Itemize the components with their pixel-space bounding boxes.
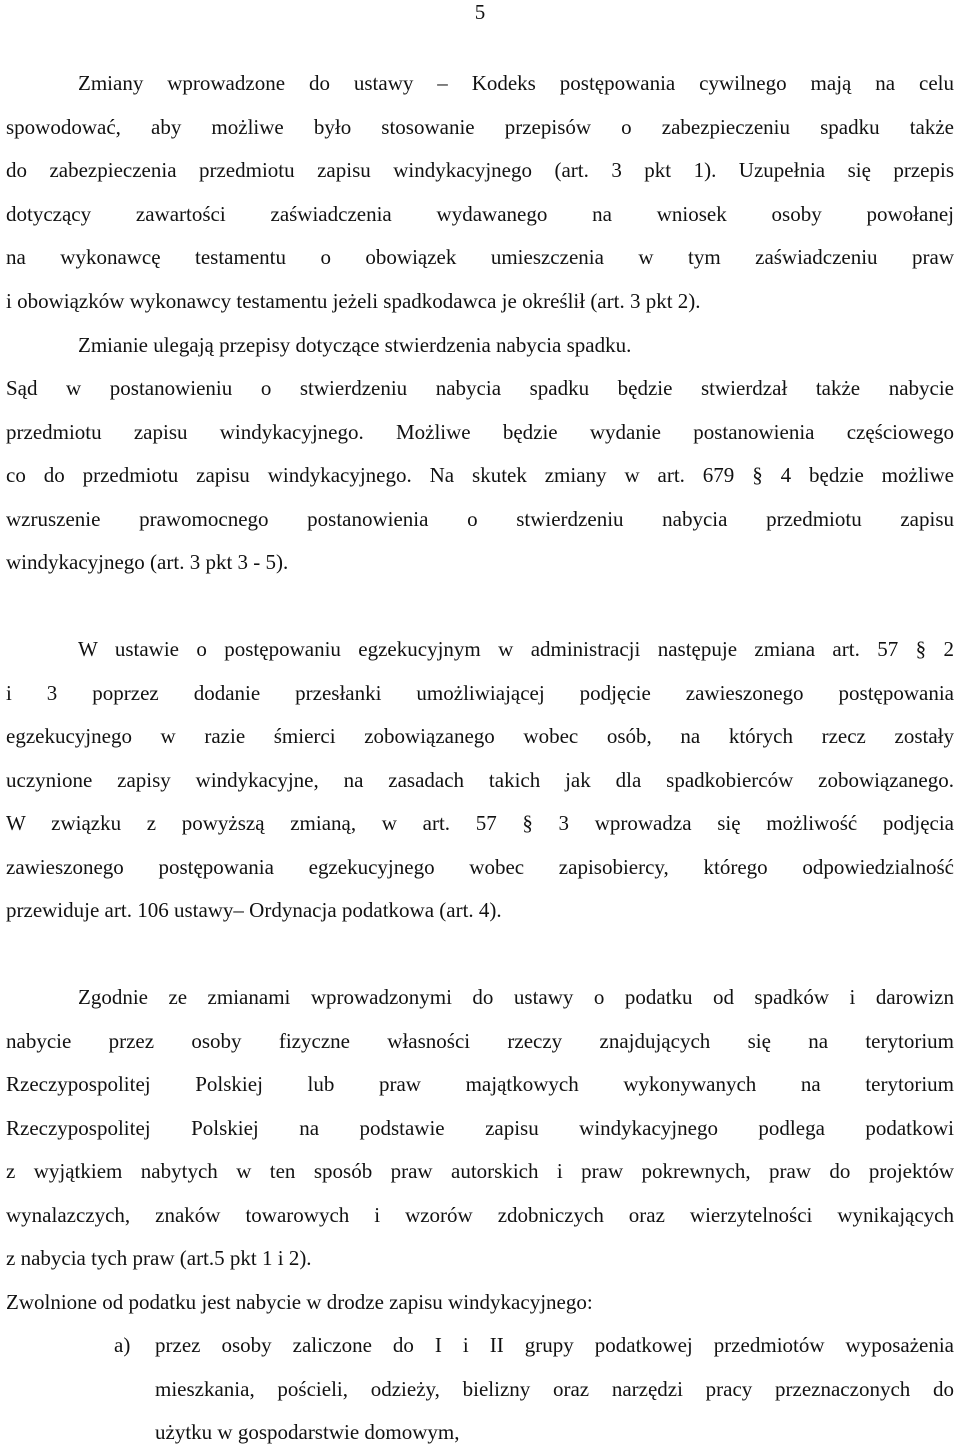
paragraph-line: do zabezpieczenia przedmiotu zapisu windykacyjnego (art. 3 pkt 1). Uzupełnia się przepis — [6, 158, 954, 182]
paragraph-line: Zwolnione od podatku jest nabycie w drodze zapisu windykacyjnego: — [6, 1290, 593, 1314]
paragraph-line: Sąd w postanowieniu o stwierdzeniu nabycia spadku będzie stwierdzał także nabycie — [6, 376, 954, 400]
paragraph-line: windykacyjnego (art. 3 pkt 3 - 5). — [6, 550, 289, 574]
paragraph-line: Rzeczypospolitej Polskiej lub praw majątkowych wykonywanych na terytorium — [6, 1072, 954, 1096]
paragraph-line: zawieszonego postępowania egzekucyjnego wobec zapisobiercy, którego odpowiedzialność — [6, 855, 954, 879]
paragraph-line: wynalazczych, znaków towarowych i wzorów zdobniczych oraz wierzytelności wynikających — [6, 1203, 954, 1227]
paragraph-line: z nabycia tych praw (art.5 pkt 1 i 2). — [6, 1246, 312, 1270]
paragraph-line: przewiduje art. 106 ustawy– Ordynacja podatkowa (art. 4). — [6, 898, 502, 922]
paragraph-line: co do przedmiotu zapisu windykacyjnego. Na skutek zmiany w art. 679 § 4 będzie możliwe — [6, 463, 954, 487]
paragraph-line: Zmiany wprowadzone do ustawy – Kodeks postępowania cywilnego mają na celu — [78, 71, 954, 95]
paragraph-line: na wykonawcę testamentu o obowiązek umieszczenia w tym zaświadczeniu praw — [6, 245, 954, 269]
paragraph-line: Zgodnie ze zmianami wprowadzonymi do ustawy o podatku od spadków i darowizn — [78, 985, 954, 1009]
paragraph-line: uczynione zapisy windykacyjne, na zasadach takich jak dla spadkobierców zobowiązanego. — [6, 768, 954, 792]
paragraph-line: i 3 poprzez dodanie przesłanki umożliwiającej podjęcie zawieszonego postępowania — [6, 681, 954, 705]
paragraph-line: egzekucyjnego w razie śmierci zobowiązanego wobec osób, na których rzecz zostały — [6, 724, 954, 748]
paragraph-line: W ustawie o postępowaniu egzekucyjnym w administracji następuje zmiana art. 57 § 2 — [78, 637, 954, 661]
paragraph-line: i obowiązków wykonawcy testamentu jeżeli spadkodawca je określił (art. 3 pkt 2). — [6, 289, 701, 313]
list-marker: a) — [114, 1333, 131, 1357]
paragraph-line: z wyjątkiem nabytych w ten sposób praw autorskich i praw pokrewnych, praw do projektów — [6, 1159, 954, 1183]
paragraph-line: przedmiotu zapisu windykacyjnego. Możliwe będzie wydanie postanowienia częściowego — [6, 420, 954, 444]
list-item-line: przez osoby zaliczone do I i II grupy podatkowej przedmiotów wyposażenia — [155, 1333, 954, 1357]
paragraph-line: Zmianie ulegają przepisy dotyczące stwierdzenia nabycia spadku. — [78, 333, 632, 357]
paragraph-line: Rzeczypospolitej Polskiej na podstawie zapisu windykacyjnego podlega podatkowi — [6, 1116, 954, 1140]
paragraph-line: wzruszenie prawomocnego postanowienia o stwierdzeniu nabycia przedmiotu zapisu — [6, 507, 954, 531]
list-item-line: mieszkania, pościeli, odzieży, bielizny oraz narzędzi pracy przeznaczonych do — [155, 1377, 954, 1401]
page-number: 5 — [474, 0, 486, 24]
paragraph-line: W związku z powyższą zmianą, w art. 57 § 3 wprowadza się możliwość podjęcia — [6, 811, 954, 835]
list-item-line: użytku w gospodarstwie domowym, — [155, 1420, 460, 1444]
paragraph-line: nabycie przez osoby fizyczne własności rzeczy znajdujących się na terytorium — [6, 1029, 954, 1053]
paragraph-line: spowodować, aby możliwe było stosowanie przepisów o zabezpieczeniu spadku także — [6, 115, 954, 139]
paragraph-line: dotyczący zawartości zaświadczenia wydawanego na wniosek osoby powołanej — [6, 202, 954, 226]
